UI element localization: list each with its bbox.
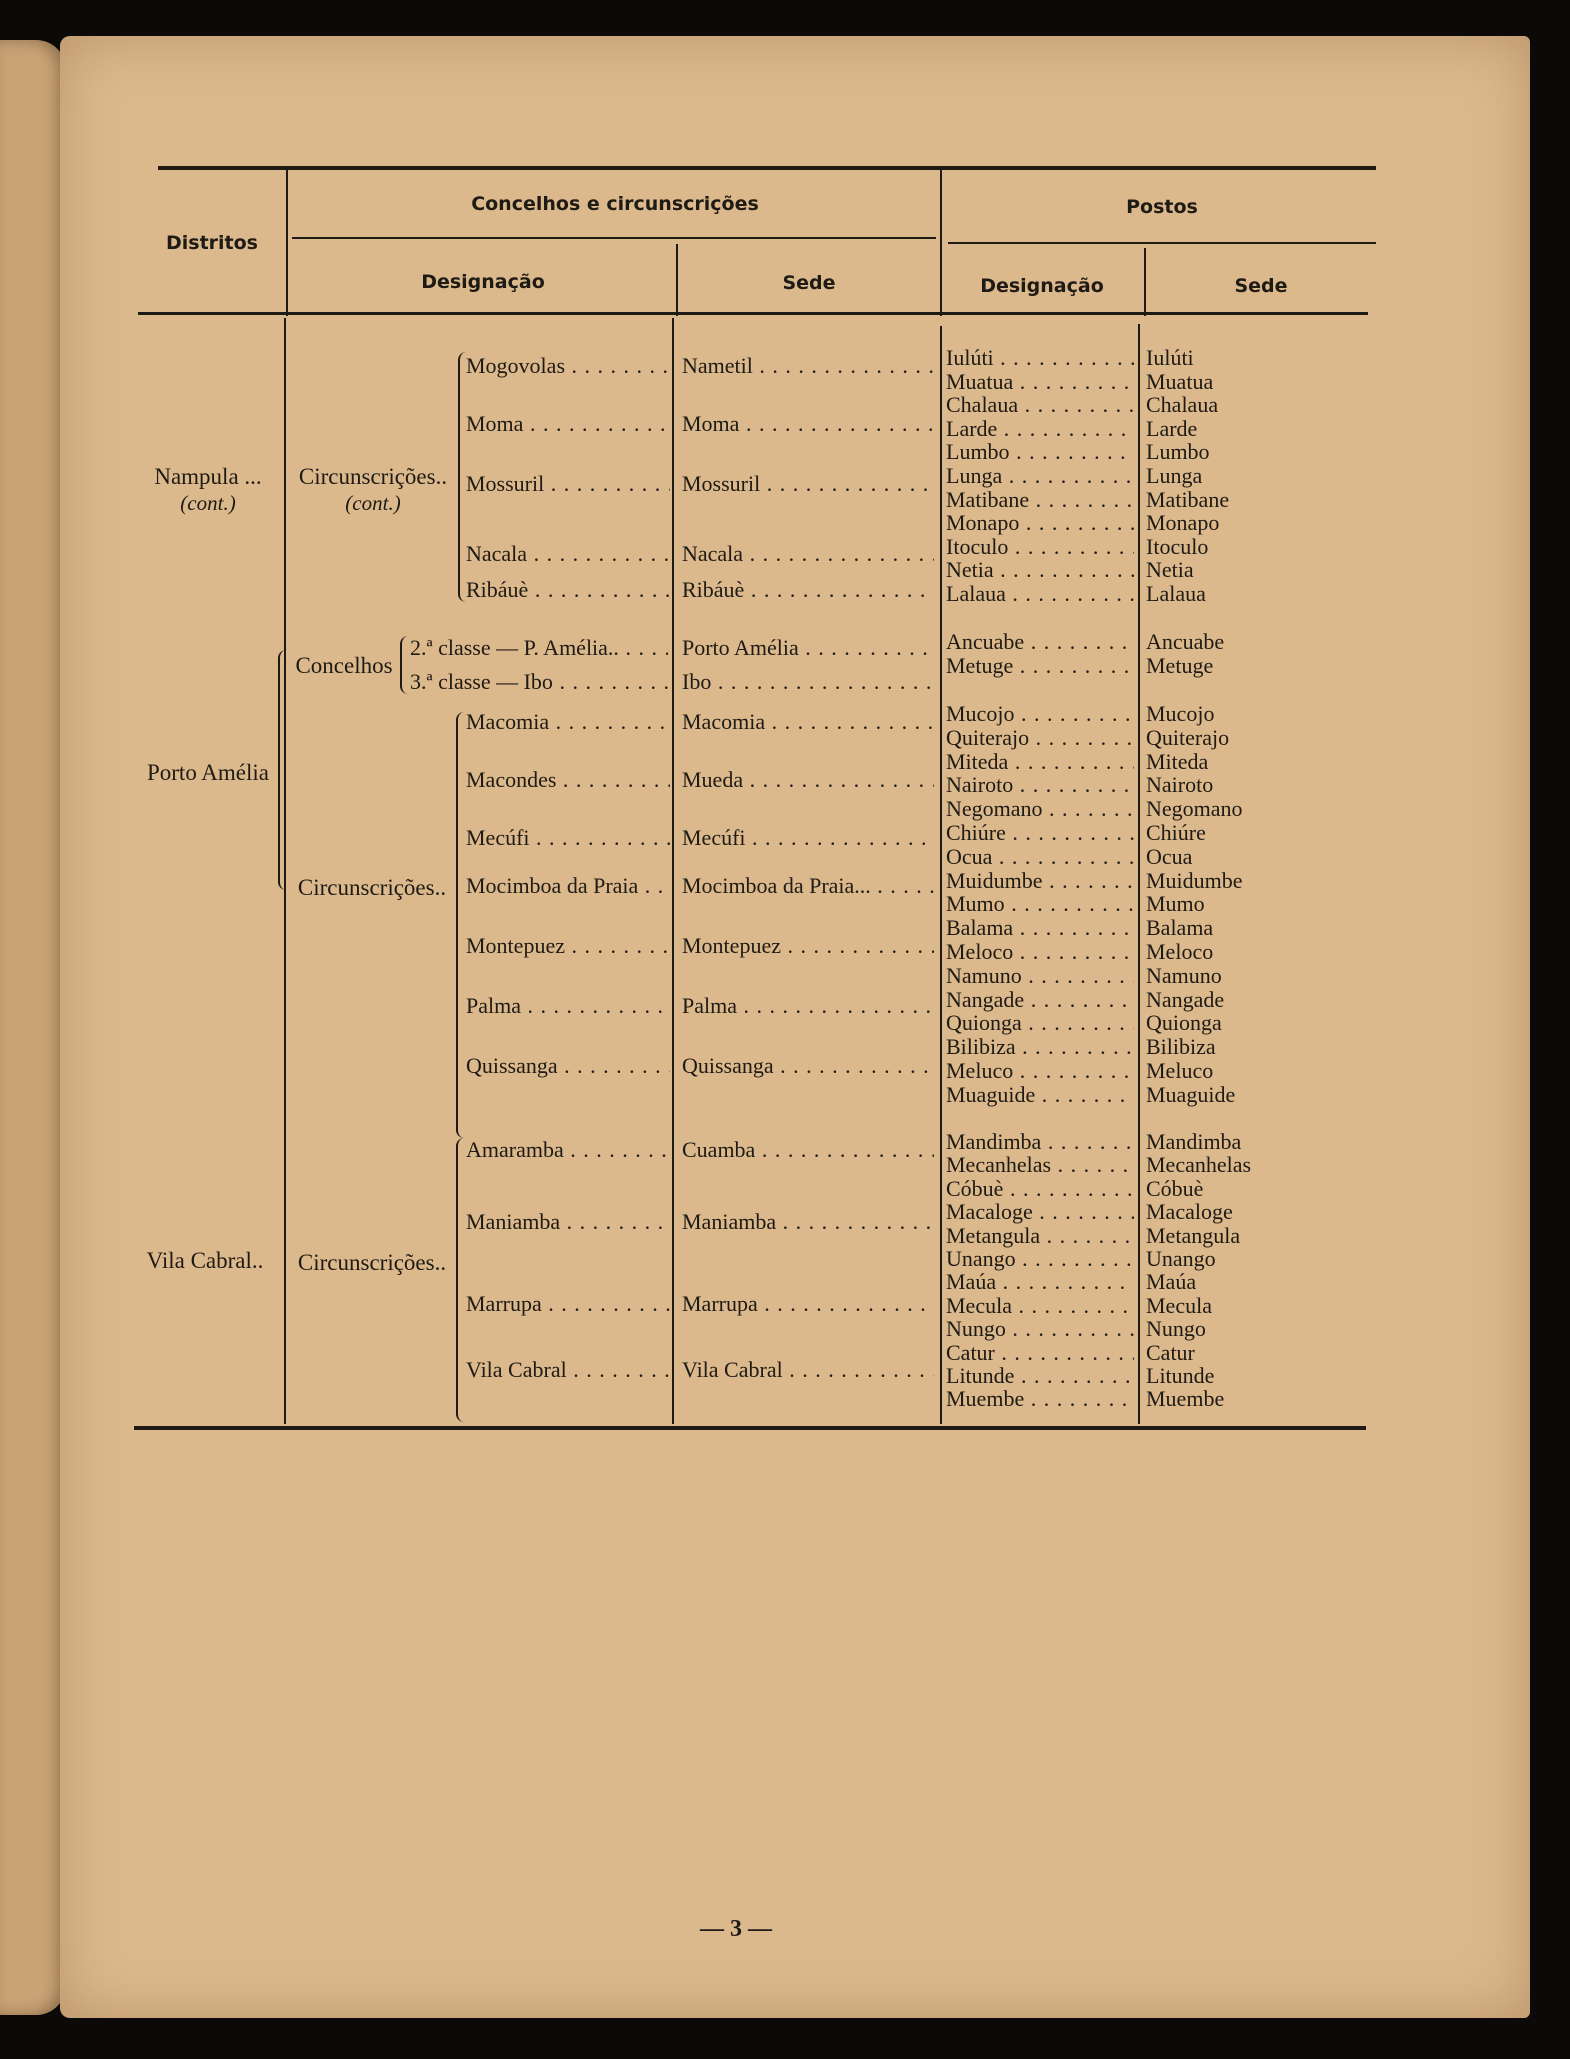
posto-designacao: Mumo . . . [946, 892, 1134, 916]
posto-sede: Quionga [1146, 1011, 1222, 1035]
district-name: Nampula ... [154, 464, 262, 489]
posto-sede: Namuno [1146, 964, 1222, 988]
posto-sede: Muaguide [1146, 1083, 1236, 1107]
group-circunscricoes-nampula [288, 464, 458, 516]
posto-designacao: Maúa . . . [946, 1270, 1134, 1294]
posto-sede: Meluco [1146, 1059, 1214, 1083]
posto-sede: Matibane [1146, 488, 1230, 512]
book-spine [0, 40, 66, 2015]
posto-designacao: Litunde . . . [946, 1364, 1134, 1388]
posto-sede: Lumbo [1146, 440, 1210, 464]
unit-designacao: Nacala . . . [466, 542, 670, 566]
col-rule-2b [672, 318, 674, 1424]
unit-designacao: Mecúfi . . . [466, 826, 670, 850]
header-postos: Postos [1126, 196, 1198, 218]
posto-sede: Maúa [1146, 1270, 1197, 1294]
table-bottom-rule [134, 1426, 1366, 1430]
group-circunscricoes-vila-cabral: Circunscrições.. [297, 1250, 447, 1275]
unit-sede: Marrupa . . . [682, 1292, 934, 1316]
posto-sede: Cóbuè [1146, 1177, 1204, 1201]
unit-sede: Cuamba . . . [682, 1138, 934, 1162]
header-mid-rule-left [292, 237, 936, 239]
posto-sede: Mumo [1146, 892, 1205, 916]
posto-sede: Chiúre [1146, 821, 1206, 845]
posto-designacao: Cóbuè . . . [946, 1177, 1134, 1201]
posto-designacao: Unango . . . [946, 1247, 1134, 1271]
posto-designacao: Larde . . . [946, 417, 1134, 441]
unit-sede: Mocimboa da Praia... . . . [682, 874, 934, 898]
posto-sede: Mecula [1146, 1294, 1212, 1318]
posto-designacao: Meluco . . . [946, 1059, 1134, 1083]
posto-sede: Nairoto [1146, 773, 1214, 797]
posto-designacao: Quionga . . . [946, 1011, 1134, 1035]
district-nampula [130, 464, 286, 516]
posto-designacao: Miteda . . . [946, 750, 1134, 774]
unit-sede: Maniamba . . . [682, 1210, 934, 1234]
posto-designacao: Quiterajo . . . [946, 726, 1134, 750]
posto-sede: Lalaua [1146, 582, 1206, 606]
posto-designacao: Monapo . . . [946, 511, 1134, 535]
posto-sede: Mecanhelas [1146, 1153, 1252, 1177]
posto-designacao: Muaguide . . . [946, 1083, 1134, 1107]
posto-designacao: Itoculo . . . [946, 535, 1134, 559]
posto-sede: Macaloge [1146, 1200, 1233, 1224]
posto-sede: Nangade [1146, 988, 1225, 1012]
group-cont: (cont.) [345, 491, 401, 515]
district-porto-amelia: Porto Amélia [146, 760, 270, 785]
posto-sede: Itoculo [1146, 535, 1209, 559]
posto-designacao: Mecula . . . [946, 1294, 1134, 1318]
posto-sede: Bilibiza [1146, 1035, 1216, 1059]
unit-sede: Ribáuè . . . [682, 578, 934, 602]
header-bottom-rule [138, 312, 1368, 315]
unit-designacao: Montepuez . . . [466, 934, 670, 958]
unit-sede: Mossuril . . . [682, 472, 934, 496]
posto-sede: Netia [1146, 558, 1194, 582]
district-vila-cabral: Vila Cabral.. [146, 1248, 264, 1273]
posto-designacao: Mandimba . . . [946, 1130, 1134, 1154]
unit-designacao: Quissanga . . . [466, 1054, 670, 1078]
posto-sede: Quiterajo [1146, 726, 1230, 750]
posto-designacao: Mucojo . . . [946, 702, 1134, 726]
header-mid-rule-right [948, 242, 1376, 244]
unit-designacao: Macondes . . . [466, 768, 670, 792]
posto-sede: Metangula [1146, 1224, 1241, 1248]
posto-sede: Chalaua [1146, 393, 1219, 417]
posto-designacao: Matibane . . . [946, 488, 1134, 512]
posto-sede: Muembe [1146, 1387, 1225, 1411]
posto-designacao: Lunga . . . [946, 464, 1134, 488]
unit-designacao: Mossuril . . . [466, 472, 670, 496]
unit-sede: Moma . . . [682, 412, 934, 436]
posto-sede: Ocua [1146, 845, 1193, 869]
posto-designacao: Nungo . . . [946, 1317, 1134, 1341]
posto-designacao: Chalaua . . . [946, 393, 1134, 417]
posto-designacao: Iulúti . . . [946, 346, 1134, 370]
unit-designacao: Mogovolas . . . [466, 354, 670, 378]
posto-designacao: Bilibiza . . . [946, 1035, 1134, 1059]
header-concelhos: Concelhos e circunscrições [471, 193, 759, 215]
col-rule-1 [286, 170, 288, 316]
posto-designacao: Meloco . . . [946, 940, 1134, 964]
unit-designacao: Amaramba . . . [466, 1138, 670, 1162]
posto-sede: Unango [1146, 1247, 1216, 1271]
posto-designacao: Ocua . . . [946, 845, 1134, 869]
unit-designacao: Vila Cabral . . . [466, 1358, 670, 1382]
unit-designacao: 2.ª classe — P. Amélia.. . . . [410, 636, 668, 660]
posto-sede: Miteda [1146, 750, 1209, 774]
posto-designacao: Lalaua . . . [946, 582, 1134, 606]
posto-sede: Metuge [1146, 654, 1214, 678]
unit-sede: Montepuez . . . [682, 934, 934, 958]
unit-sede: Macomia . . . [682, 710, 934, 734]
header-designacao-posto: Designação [980, 275, 1104, 297]
unit-designacao: Mocimboa da Praia . . . [466, 874, 670, 898]
table-top-rule [158, 166, 1376, 170]
posto-sede: Mucojo [1146, 702, 1215, 726]
posto-sede: Litunde [1146, 1364, 1215, 1388]
header-sede-concelho: Sede [782, 272, 836, 294]
unit-designacao: Ribáuè . . . [466, 578, 670, 602]
header-sede-posto: Sede [1234, 275, 1288, 297]
posto-designacao: Netia . . . [946, 558, 1134, 582]
posto-designacao: Metangula . . . [946, 1224, 1134, 1248]
unit-designacao: Marrupa . . . [466, 1292, 670, 1316]
unit-designacao: Maniamba . . . [466, 1210, 670, 1234]
posto-sede: Meloco [1146, 940, 1214, 964]
posto-sede: Lunga [1146, 464, 1203, 488]
posto-sede: Mandimba [1146, 1130, 1242, 1154]
unit-sede: Quissanga . . . [682, 1054, 934, 1078]
unit-sede: Mecúfi . . . [682, 826, 934, 850]
unit-designacao: Moma . . . [466, 412, 670, 436]
unit-sede: Palma . . . [682, 994, 934, 1018]
unit-designacao: 3.ª classe — Ibo . . . [410, 670, 668, 694]
posto-designacao: Catur . . . [946, 1341, 1134, 1365]
unit-sede: Porto Amélia . . . [682, 636, 934, 660]
unit-sede: Nacala . . . [682, 542, 934, 566]
brace-porto-amelia-groups [278, 650, 290, 890]
posto-designacao: Nairoto . . . [946, 773, 1134, 797]
unit-sede: Mueda . . . [682, 768, 934, 792]
page-number: — 3 — [700, 1916, 772, 1942]
posto-designacao: Macaloge . . . [946, 1200, 1134, 1224]
col-rule-3b [940, 326, 942, 1424]
unit-sede: Ibo . . . [682, 670, 934, 694]
posto-sede: Balama [1146, 916, 1214, 940]
col-rule-4b [1138, 324, 1140, 1424]
posto-sede: Iulúti [1146, 346, 1194, 370]
posto-designacao: Muembe . . . [946, 1387, 1134, 1411]
unit-designacao: Palma . . . [466, 994, 670, 1018]
posto-sede: Muatua [1146, 370, 1214, 394]
district-cont: (cont.) [180, 491, 236, 515]
posto-sede: Muidumbe [1146, 869, 1243, 893]
posto-designacao: Negomano . . . [946, 797, 1134, 821]
posto-designacao: Mecanhelas . . . [946, 1153, 1134, 1177]
header-designacao-concelho: Designação [421, 271, 545, 293]
posto-sede: Ancuabe [1146, 630, 1225, 654]
posto-designacao: Balama . . . [946, 916, 1134, 940]
group-label: Circunscrições.. [298, 464, 448, 489]
posto-sede: Negomano [1146, 797, 1243, 821]
group-circunscricoes-porto-amelia: Circunscrições.. [297, 875, 447, 900]
posto-designacao: Metuge . . . [946, 654, 1134, 678]
posto-designacao: Ancuabe . . . [946, 630, 1134, 654]
unit-sede: Vila Cabral . . . [682, 1358, 934, 1382]
group-concelhos: Concelhos [295, 653, 393, 678]
posto-designacao: Nangade . . . [946, 988, 1134, 1012]
posto-designacao: Chiúre . . . [946, 821, 1134, 845]
unit-sede: Nametil . . . [682, 354, 934, 378]
posto-sede: Catur [1146, 1341, 1195, 1365]
posto-designacao: Lumbo . . . [946, 440, 1134, 464]
header-distritos: Distritos [165, 232, 258, 254]
unit-designacao: Macomia . . . [466, 710, 670, 734]
posto-sede: Monapo [1146, 511, 1220, 535]
posto-sede: Larde [1146, 417, 1198, 441]
posto-designacao: Muidumbe . . . [946, 869, 1134, 893]
posto-sede: Nungo [1146, 1317, 1206, 1341]
posto-designacao: Namuno . . . [946, 964, 1134, 988]
posto-designacao: Muatua . . . [946, 370, 1134, 394]
